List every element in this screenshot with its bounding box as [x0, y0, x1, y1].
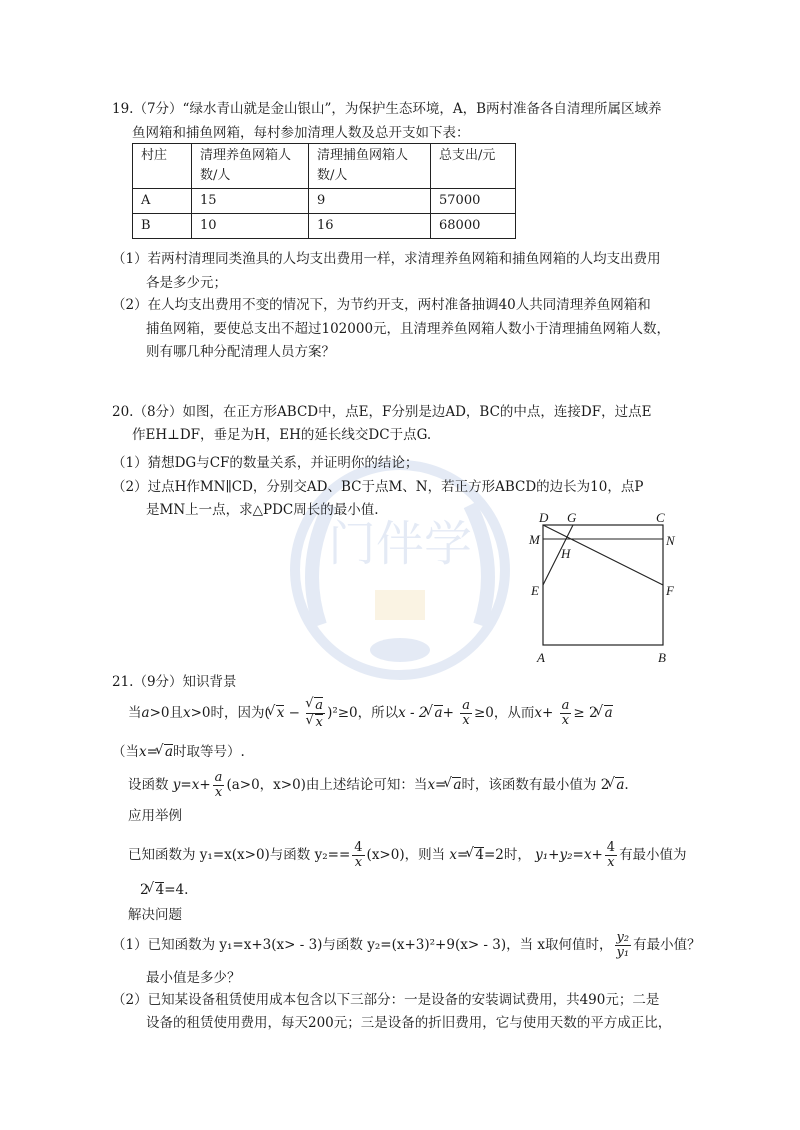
- table-header-cell: 清理捕鱼网箱人 数/人: [309, 144, 431, 189]
- q21-equality-note: （当x=√ a时取等号）.: [112, 742, 245, 762]
- q20-line1: 20.（8分）如图，在正方形ABCD中，点E，F分别是边AD，BC的中点，连接DF，过点E: [112, 404, 652, 420]
- q21-function-def: 设函数 y=x+ $\frac{a}{x}$ (a>0，x>0)由上述结论可知：当x=√ a时，该函数有最小值为 2√ a.: [128, 770, 629, 800]
- table-cell: 68000: [431, 214, 516, 239]
- table-header-cell: 总支出/元: [431, 144, 516, 189]
- q19-p1-line2: 各是多少元；: [146, 275, 227, 291]
- q19-table: [132, 143, 516, 239]
- q21-s1: （1）已知函数为 y₁=x+3(x> - 3)与函数 y₂=(x+3)²+9(x> - 3)，当 x取何值时， $\frac{\text{y₂}}{\text{y₁}}$ 有最小值？: [112, 930, 701, 960]
- table-row: [133, 214, 516, 239]
- q19-line1: 19.（7分）“绿水青山就是金山银山”，为保护生态环境，A，B两村准备各自清理所属区域养: [112, 101, 662, 117]
- table-cell: 9: [309, 189, 431, 214]
- q21-example-result: 2√ 4=4.: [140, 880, 188, 900]
- q20-p2-line2: 是MN上一点，求△PDC周长的最小值.: [146, 502, 379, 518]
- label-c: C: [656, 510, 665, 525]
- q21-s1-line2: 最小值是多少？: [146, 970, 241, 986]
- table-cell: 15: [192, 189, 309, 214]
- table-cell: 10: [192, 214, 309, 239]
- table-cell: A: [133, 189, 192, 214]
- table-cell: 16: [309, 214, 431, 239]
- q21-s2-line2: 设备的租赁使用费用，每天200元；三是设备的折旧费用，它与使用天数的平方成正比，: [146, 1015, 672, 1031]
- q20-line2: 作EH⊥DF，垂足为H，EH的延长线交DC于点G.: [132, 427, 432, 443]
- q19-line2: 鱼网箱和捕鱼网箱，每村参加清理人数及总开支如下表：: [132, 125, 470, 141]
- label-a: A: [537, 650, 545, 665]
- q19-p1-line1: （1）若两村清理同类渔具的人均支出费用一样，求清理养鱼网箱和捕鱼网箱的人均支出费用: [112, 251, 661, 267]
- label-h: H: [561, 546, 571, 561]
- label-d: D: [539, 510, 549, 525]
- table-header-row: [133, 144, 516, 189]
- label-e: E: [531, 583, 539, 598]
- table-cell: B: [133, 214, 192, 239]
- q19-p2-line1: （2）在人均支出费用不变的情况下，为节约开支，两村准备抽调40人共同清理养鱼网箱和: [112, 297, 651, 313]
- q19-p2-line2: 捕鱼网箱，要使总支出不超过102000元，且清理养鱼网箱人数小于清理捕鱼网箱人数，: [146, 321, 671, 337]
- q21-example: 已知函数为 y₁=x(x>0)与函数 y₂== $\frac{4}{x}$ (x>0)，则当 x=√ 4=2时， y₁+y₂=x+ $\frac{4}{x}$ 有最小值为: [128, 840, 687, 870]
- table-row: [133, 189, 516, 214]
- table-header-cell: 村庄: [133, 144, 192, 189]
- q21-background-formula: 当a>0且x>0时，因为(√ x − √ a √ x )²≥0，所以x - 2√ a+ $\frac{a}{x}$ ≥0，从而x+ $\frac{a}{x}$ ≥ 2√ a: [128, 697, 613, 730]
- q21-head: 21.（9分）知识背景: [112, 674, 237, 690]
- label-g: G: [567, 510, 577, 525]
- q19-p2-line3: 则有哪几种分配清理人员方案？: [146, 344, 335, 360]
- q21-s2-line1: （2）已知某设备租赁使用成本包含以下三部分：一是设备的安装调试费用，共490元；二是: [112, 992, 660, 1008]
- q21-solve-head: 解决问题: [128, 907, 182, 923]
- square-abcd: [543, 525, 663, 645]
- table-cell: 57000: [431, 189, 516, 214]
- q20-p2-line1: （2）过点H作MN∥CD，分别交AD、BC于点M、N，若正方形ABCD的边长为10，点P: [112, 479, 644, 495]
- label-b: B: [658, 650, 666, 665]
- label-m: M: [529, 532, 540, 547]
- square-figure: [525, 510, 685, 670]
- label-n: N: [666, 533, 675, 548]
- watermark-text: 门伴学: [327, 516, 473, 572]
- label-f: F: [666, 583, 674, 598]
- q21-app-head: 应用举例: [128, 808, 182, 824]
- q20-p1: （1）猜想DG与CF的数量关系，并证明你的结论；: [112, 455, 419, 471]
- table-header-cell: 清理养鱼网箱人 数/人: [192, 144, 309, 189]
